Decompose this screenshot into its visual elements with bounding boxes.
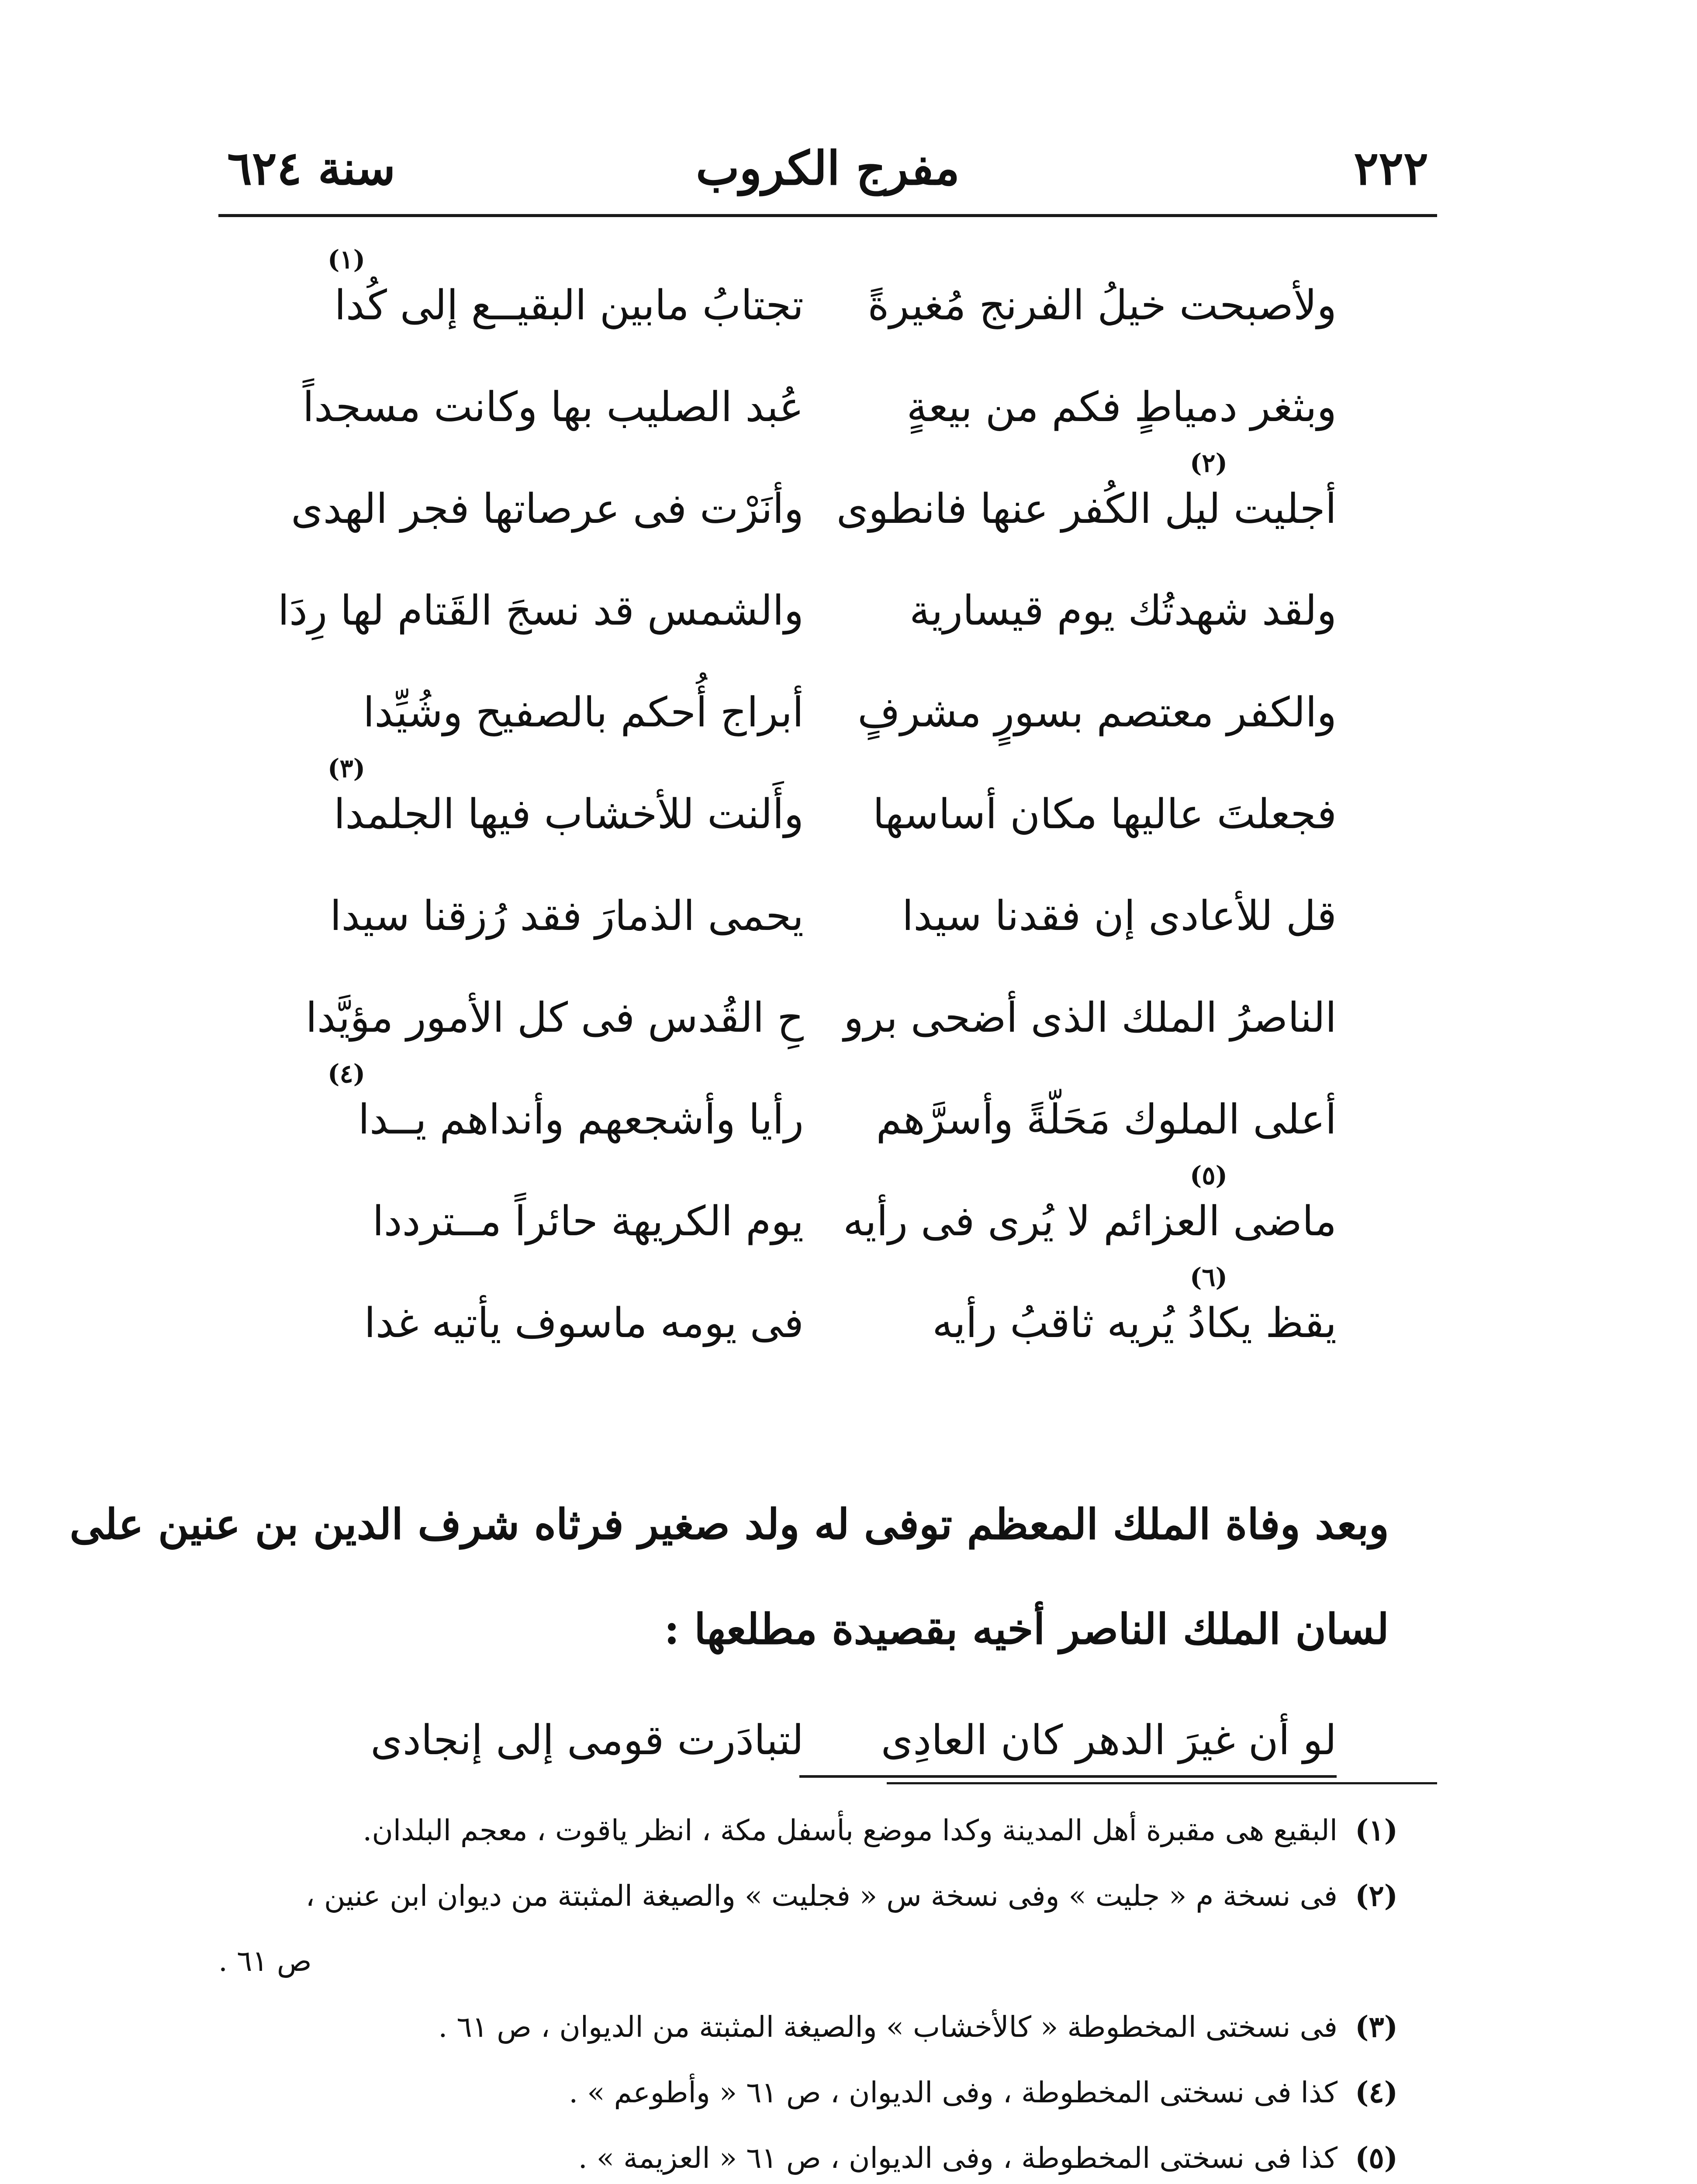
footnote-text: ص ٦١ . (218, 1944, 312, 1978)
verse-line (277, 550, 1337, 652)
footnote (218, 2001, 1398, 2066)
verse-line (297, 1161, 1337, 1262)
verse-second-hemistich: يحمى الذمارَ فقد رُزقنا سيدا (330, 892, 804, 940)
footnote-text: كذا فى نسختى المخطوطة ، وفى الديوان ، ص ٦١ « العزيمة » . (578, 2141, 1338, 2175)
header-rule (218, 214, 1437, 217)
verse-line (297, 1262, 1337, 1364)
footnote-marker: (٢) (1189, 448, 1227, 478)
verse-second-hemistich: عُبد الصليب بها وكانت مسجداً (302, 384, 804, 431)
footnote-rule (887, 1782, 1437, 1784)
footnote-number: (٢) (1355, 1879, 1398, 1913)
verse-second-hemistich: وأَلنت للأخشاب فيها الجلمدا (334, 791, 804, 838)
opening-verse-underline (799, 1775, 1337, 1778)
prose-line-2: لسان الملك الناصر أخيه بقصيدة مطلعها : (664, 1604, 1389, 1654)
verse-second-hemistich: وأنَرْت فى عرصاتها فجر الهدى (291, 485, 804, 533)
verse-second-hemistich: يوم الكريهة حائراً مــترددا (372, 1198, 804, 1245)
verse-line (291, 448, 1337, 550)
footnote-number: (٥) (1355, 2141, 1398, 2175)
footnote-text: فى نسختى المخطوطة « كالأخشاب » والصيغة المثبتة من الديوان ، ص ٦١ . (438, 2010, 1338, 2044)
verse-first-hemistich: والكفر معتصم بسورٍ مشرفٍ (857, 689, 1337, 736)
verse-line (297, 1059, 1337, 1161)
footnote (218, 1870, 1398, 1935)
verse-first-hemistich: أجليت ليل الكُفر عنها فانطوى (836, 485, 1337, 533)
page-number: ٢٢٢ (1354, 141, 1428, 195)
footnote-marker: (٦) (1189, 1262, 1227, 1292)
footnote-number: (١) (1355, 1813, 1398, 1847)
verse-second-hemistich: رأيا وأشجعهم وأنداهم يــدا (358, 1096, 804, 1144)
footnote-number: (٣) (1355, 2010, 1398, 2044)
footnote-marker: (٥) (1189, 1161, 1227, 1190)
running-title: مفرج الكروب (696, 141, 960, 195)
footnote-marker: (٣) (328, 753, 366, 783)
footnote-number: (٤) (1355, 2075, 1398, 2109)
footnotes (218, 1804, 1398, 2184)
header-year: سنة ٦٢٤ (227, 141, 396, 195)
footnote-text: كذا فى نسختى المخطوطة ، وفى الديوان ، ص ٦١ « وأطوعم » . (569, 2076, 1338, 2109)
footnote (218, 2132, 1398, 2184)
verse-first-hemistich: الناصرُ الملك الذى أضحى برو (843, 994, 1337, 1042)
verse-second-hemistich: تجتابُ مابين البقيــع إلى كُدا (334, 282, 804, 329)
opening-verse (297, 1699, 1337, 1778)
verse-line (297, 855, 1337, 957)
verse-first-hemistich: قل للأعادى إن فقدنا سيدا (902, 892, 1337, 940)
poem-verses (277, 245, 1337, 1364)
footnote (218, 1804, 1398, 1870)
footnote-text: البقيع هى مقبرة أهل المدينة وكدا موضع بأسفل مكة ، انظر ياقوت ، معجم البلدان. (363, 1814, 1338, 1847)
footnote (218, 2066, 1398, 2132)
page-header (218, 131, 1437, 205)
verse-first-hemistich: ماضى العزائم لا يُرى فى رأيه (843, 1198, 1337, 1245)
verse-line (297, 652, 1337, 753)
verse-line (297, 753, 1337, 855)
footnote-text: فى نسخة م « جليت » وفى نسخة س « فجليت » والصيغة المثبتة من ديوان ابن عنين ، (305, 1879, 1338, 1913)
verse-first-hemistich: يقظ يكادُ يُريه ثاقبُ رأيه (932, 1299, 1337, 1347)
verse-first-hemistich: فجعلتَ عاليها مكان أساسها (873, 791, 1337, 838)
verse-second-hemistich: فى يومه ماسوف يأتيه غدا (364, 1299, 804, 1347)
verse-first-hemistich: ولأصبحت خيلُ الفرنج مُغيرةً (868, 282, 1337, 329)
footnote-marker: (٤) (328, 1059, 366, 1089)
verse-line (297, 957, 1337, 1059)
opening-verse-second-hemistich: لتبادَرت قومى إلى إنجادى (370, 1717, 804, 1764)
footnote (218, 1935, 1398, 2001)
verse-second-hemistich: حِ القُدس فى كل الأمور مؤيَّدا (305, 994, 804, 1042)
prose-line-1: وبعد وفاة الملك المعظم توفى له ولد صغير فرثاه شرف الدين بن عنين على (69, 1500, 1389, 1549)
verse-second-hemistich: أبراج أُحكم بالصفيح وشُيِّدا (363, 689, 804, 736)
footnote-marker: (١) (328, 245, 366, 274)
verse-first-hemistich: أعلى الملوك مَحَلّةً وأسرَّهم (876, 1096, 1337, 1144)
verse-first-hemistich: وبثغر دمياطٍ فكم من بيعةٍ (906, 384, 1337, 431)
verse-second-hemistich: والشمس قد نسجَ القَتام لها رِدَا (277, 587, 804, 635)
verse-first-hemistich: ولقد شهدتُك يوم قيسارية (909, 587, 1337, 635)
verse-line (297, 245, 1337, 346)
verse-line (297, 346, 1337, 448)
opening-verse-first-hemistich: لو أن غيرَ الدهر كان العادِى (881, 1717, 1337, 1764)
